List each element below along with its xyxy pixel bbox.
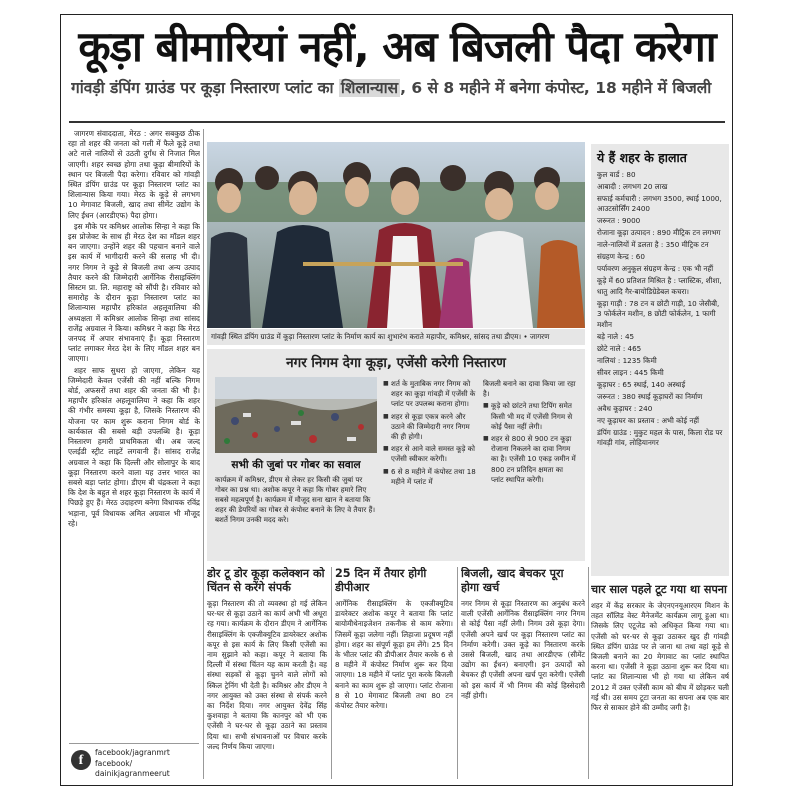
- box-bullet: ■ 6 से 8 महीने में कंपोस्ट तथा 18 महीने में प्लांट में: [383, 467, 477, 487]
- facebook-handle: facebook/jagranmrt: [95, 748, 170, 757]
- article-body: शहर में केंद्र सरकार के जेएनएनयूआरएम मिशन के तहत सॉलिड वेस्ट मैनेजमेंट कार्यक्रम लागू हुआ था। जिसके लिए एटूजेड को अधिकृत किया गया था। एजेंसी को घर-घर से कूड़ा उठाकर खुद ही गांवड़ी स्थित डंपिंग ग्राउंड पर ले जाना था तथा वहां कूड़े से बिजली बनाने का 20 मेगावाट का प्लांट स्थापित करना था। एजेंसी ने कूड़ा उठाना शुरू कर दिया था। प्लांट का शिलान्यास भी हो गया था लेकिन वर्ष 2012 में उक्त एजेंसी काम को बीच में छोड़कर चली गई थी। उस समय टूटा जनता का सपना अब एक बार फिर से साकार होने की उम्मीद जगी है।: [591, 601, 729, 713]
- fact-item: आबादी : लगभग 20 लाख: [597, 182, 668, 191]
- lead-paragraph-3: शहर साफ सुथरा हो जाएगा, लेकिन यह जिम्मेदारी केवल एजेंसी की नहीं बल्कि निगम बोर्ड, अफसरों तथा शहर की जनता की भी है। महापौर हरिकांत अहलूवालिया ने कहा कि शहर की गंभीर समस्या कूड़ा है, जिसके निस्तारण की योजना पर काम शुरू कराना निगम बोर्ड के कार्यकाल की सबसे बड़ी उपलब्धि है। कूड़ा निस्तारण हमारी प्राथमिकता थी। अब जल्द एलईडी स्ट्रीट लाइटें लगवानी हैं। सांसद राजेंद्र अग्रवाल ने कहा कि दिल्ली और सोलापुर के बाद कूड़ा निस्तारण करने वाला यह उत्तर भारत का सबसे बड़ा प्लांट होगा। डीएम बी चंद्रकला ने कहा कि देश के बहुत से शहर कूड़ा निस्तारण के कार्य में पिछड़े हुए हैं। मेरठ उदाहरण बनेगा विधायक रविंद्र भड़ाना, पूर्व विधायक अमित अग्रवाल भी मौजूद रहे।: [68, 365, 200, 528]
- article-title: बिजली, खाद बेचकर पूरा होगा खर्च: [461, 567, 564, 594]
- box-bullet-continued: बिजली बनाने का दावा किया जा रहा है।: [483, 379, 576, 399]
- column-divider: [457, 567, 458, 779]
- fact-item: संग्रहण केन्द्र : 60: [597, 252, 645, 262]
- box-bullet: ■ शहर से आने वाले समस्त कूड़े को एजेंसी स्वीकार करेगी।: [383, 444, 477, 464]
- fact-item: जरूरत : 9000: [597, 216, 641, 226]
- article-title: चार साल पहले टूट गया था सपना: [591, 583, 727, 596]
- headline: कूड़ा बीमारियां नहीं, अब बिजली पैदा करेगा: [78, 22, 716, 71]
- subheadline: [71, 77, 723, 99]
- subhead-text-after: , 6 से 8 महीने में बनेगा कंपोस्ट, 18 महीने में बिजली: [400, 79, 712, 97]
- box-bullet: ■ कूड़े को छांटने तथा टिपिंग समेत किसी भी मद में एजेंसी निगम से कोई पैसा नहीं लेगी।: [483, 401, 577, 432]
- fact-item: रोजाना कूड़ा उत्पादन : 890 मीट्रिक टन लगभग: [597, 228, 721, 238]
- facebook-icon: f: [71, 750, 91, 770]
- subhead-text-before: गांवड़ी डंपिंग ग्राउंड पर कूड़ा निस्तारण प्लांट का: [71, 79, 339, 97]
- top-rule: [69, 121, 725, 123]
- box-bullet-column-1: [383, 379, 477, 557]
- facebook-credit: [69, 743, 199, 779]
- fact-item: कूड़े में 60 प्रतिशत मिश्रित है : प्लास्टिक, शीशा, धातु आदि गैर-बायोडिग्रेडेबल कचरा।: [597, 276, 722, 296]
- crowd-photo-illustration: [207, 142, 585, 328]
- garbage-heap-illustration: [215, 377, 377, 453]
- box-bullet: ■ शर्त के मुताबिक नगर निगम को शहर का कूड़ा गांवड़ी में एजेंसी के प्लांट पर उपलब्ध कराना होगा।: [383, 379, 477, 410]
- fact-item: छोटे नाले : 465: [597, 343, 642, 353]
- fact-item: नए कूड़ाघर का प्रस्ताव : अभी कोई नहीं: [597, 415, 699, 425]
- garbage-dump-photo: [215, 377, 377, 453]
- fact-item: कूड़ा गाड़ी : 78 टन व छोटी गाड़ी, 10 जेसीबी, 3 फोर्कलेन मशीन, 8 छोटी फोर्कलेन, 1 फागी मशीन: [597, 298, 720, 329]
- fact-item: कुल वार्ड : 80: [597, 170, 636, 179]
- fact-item: सफाई कर्मचारी : लगभग 3500, स्थाई 1000, आउटसोर्सिंग 2400: [597, 194, 722, 214]
- agency-info-box: [207, 349, 585, 561]
- fact-item: कूड़ाघर : 65 स्थाई, 140 अस्थाई: [597, 379, 686, 389]
- column-divider: [331, 567, 332, 779]
- article-body: कूड़ा निस्तारण की तो व्यवस्था हो गई लेकिन घर-घर से कूड़ा उठाने का कार्य अभी भी अधूरा रह गया। कार्यक्रम के दौरान डीएम ने आर्गेनिक रीसाइक्लिंग के एक्जीक्यूटिव डायरेक्टर अशोक कपूर से इस कार्य के लिए किसी एजेंसी का नाम सुझाने को कहा। कपूर ने बताया कि दिल्ली में संस्था चिंतन यह काम करती है। वह संस्था सड़कों से कूड़ा चुनने वाले लोगों को स्किल ट्रेनिंग भी देती है। कमिश्नर और डीएम ने नगर आयुक्त को उक्त संस्था से संपर्क करने का निर्देश दिया। नगर आयुक्त देवेंद्र सिंह कुशवाहा ने बताया कि कानपुर को भी एक एजेंसी ने घर-घर से कूड़ा उठाने का प्रस्ताव दिया था। सभी संभावनाओं पर विचार करके जल्द निर्णय किया जाएगा।: [207, 599, 327, 751]
- lead-paragraph-2: इस मौके पर कमिश्नर आलोक सिन्हा ने कहा कि इस प्रोजेक्ट के साथ ही मेरठ देश का मॉडल शहर बन जाएगा। उन्होंने शहर की पहचान बनाने वाले इस कार्य में भागीदारी करने की सलाह भी दी। नगर निगम ने कूड़े से बिजली तथा अन्य उत्पाद तैयार करने की जिम्मेदारी आर्गेनिक रीसाइक्लिंग सिस्टम प्रा. लि. महाराष्ट्र को सौंपी है। रविवार को समारोह के दौरान कूड़ा निस्तारण प्लांट का शिलान्यास महापौर हरिकांत अहलूवालिया की अध्यक्षता में कमिश्नर आलोक सिन्हा तथा सांसद राजेंद्र अग्रवाल ने किया। कमिश्नर ने कहा कि मेरठ जनपद में अपार संभावनाएं हैं। कूड़ा निस्तारण प्लांट लगाकर मेरठ देश के लिए मॉडल शहर बन जाएगा।: [68, 221, 200, 364]
- box-bullet: ■ शहर से 800 से 900 टन कूड़ा रोजाना निकलने का दावा निगम का है। एजेंसी 10 एकड़ जमीन में 800 टन प्रतिदिन क्षमता का प्लांट स्थापित करेगी।: [483, 434, 577, 485]
- fact-item: बड़े नाले : 45: [597, 331, 635, 341]
- fact-item: नाले-नालियों में डलता है : 350 मीट्रिक टन: [597, 240, 709, 250]
- article-body: नगर निगम से कूड़ा निस्तारण का अनुबंध करने वाली एजेंसी आर्गेनिक रीसाइक्लिंग नगर निगम से कोई पैसा नहीं लेगी। निगम उसे कूड़ा देगा। एजेंसी अपने खर्च पर कूड़ा निस्तारण प्लांट का निर्माण करेगी। उक्त कूड़े का निस्तारण करके उससे बिजली, खाद तथा आरडीएफ (सीमेंट उद्योग का ईंधन) बनाएगी। इन उत्पादों को बेचकर ही एजेंसी अपना खर्च पूरा करेगी। एजेंसी को इस कार्य में भी निगम की कोई हिस्सेदारी नहीं होगी।: [461, 599, 585, 700]
- box-subtext: कार्यक्रम में कमिश्नर, डीएम से लेकर हर किसी की जुबां पर गोबर का प्रश्न था। अशोक कपूर ने कहा कि गोबर हमारे लिए सबसे महत्वपूर्ण है। कार्यक्रम में मौजूद सना खान ने बताया कि शहर की डेयरियों का गोबर से कंपोस्ट बनाने के लिए वे तैयार हैं। बशर्ते निगम उनकी मदद करे।: [215, 475, 376, 524]
- box-bullet: ■ शहर से कूड़ा एकत्र करने और उठाने की जिम्मेदारी नगर निगम की ही होगी।: [383, 412, 477, 443]
- facebook-handle: facebook/: [95, 758, 133, 768]
- event-photo: [207, 142, 585, 328]
- article-broken-dream: [591, 583, 729, 779]
- lead-article-column: [68, 129, 200, 739]
- box-subtitle: सभी की जुबां पर गोबर का सवाल: [231, 459, 361, 471]
- fact-item: पर्यावरण अनुकूल संग्रहण केन्द्र : एक भी नहीं: [597, 264, 714, 274]
- column-divider: [203, 129, 204, 779]
- article-dpr: [335, 567, 453, 779]
- article-title: डोर टू डोर कूड़ा कलेक्शन को चिंतन से करेंगे संपर्क: [207, 567, 325, 594]
- fact-item: डंपिंग ग्राउंड : मुकुट महल के पास, किला रोड पर गांवड़ी गांव, लोहियानगर: [597, 427, 723, 448]
- sidebar-title: ये हैं शहर के हालात: [597, 150, 687, 165]
- fact-item: सीवर लाइन : 445 किमी: [597, 367, 664, 377]
- subhead-highlight: शिलान्यास: [340, 79, 399, 97]
- fact-item: अवैध कूड़ाघर : 240: [597, 403, 653, 413]
- column-divider: [588, 567, 589, 779]
- article-door-to-door: [207, 567, 327, 779]
- box-title: नगर निगम देगा कूड़ा, एजेंसी करेगी निस्तारण: [286, 355, 506, 371]
- article-title: 25 दिन में तैयार होगी डीपीआर: [335, 567, 427, 594]
- lead-paragraph-1: जागरण संवाददाता, मेरठ : अगर सबकुछ ठीक रहा तो शहर की जनता को गली में फैले कूड़े तथा अटे नाले नालियों से उठती दुर्गंध से निजात मिल जाएगी। शहर स्वच्छ होगा तथा कूड़ा बीमारियों के स्थान पर बिजली पैदा करेगा। रविवार को गांवड़ी स्थित डंपिंग ग्राउंड पर कूड़ा निस्तारण प्लांट का शिलान्यास किया गया। मेरठ के कूड़े से लगभग 10 मेगावाट बिजली, खाद तथा सीमेंट उद्योग के लिए ईंधन (आरडीएफ) पैदा होगा।: [68, 129, 200, 220]
- city-facts-sidebar: [591, 144, 729, 576]
- fact-item: जरूरत : 380 स्थाई कूड़ाघरों का निर्माण: [597, 391, 703, 401]
- box-bullet-column-2: [483, 379, 577, 557]
- facebook-handles: [95, 748, 170, 780]
- article-body: आर्गेनिक रीसाइक्लिंग के एक्जीक्यूटिव डायरेक्टर अशोक कपूर ने बताया कि प्लांट बायोमीथेनाइजेशन तकनीक से काम करेगा। जिसमें कूड़ा जलेगा नहीं। लिहाजा प्रदूषण नहीं होगा। शहर का संपूर्ण कूड़ा हम लेंगे। 25 दिन के भीतर प्लांट की डीपीआर तैयार करके 6 से 8 महीने में कंपोस्ट निर्माण शुरू कर दिया जाएगा। 18 महीने में प्लांट पूरा करके बिजली बनाने का काम शुरू हो जाएगा। प्लांट रोजाना 8 से 10 मेगावाट बिजली तथा 80 टन कंपोस्ट तैयार करेगा।: [335, 599, 453, 711]
- newspaper-page: [60, 14, 733, 786]
- fact-item: नालियां : 1235 किमी: [597, 355, 657, 365]
- article-electricity-compost: [461, 567, 585, 779]
- facebook-handle: dainikjagranmeerut: [95, 769, 170, 778]
- photo-caption: गांवड़ी स्थित डंपिंग ग्राउंड में कूड़ा निस्तारण प्लांट के निर्माण कार्य का शुभारंभ कराते महापौर, कमिश्नर, सांसद तथा डीएम। • जागरण: [207, 329, 585, 345]
